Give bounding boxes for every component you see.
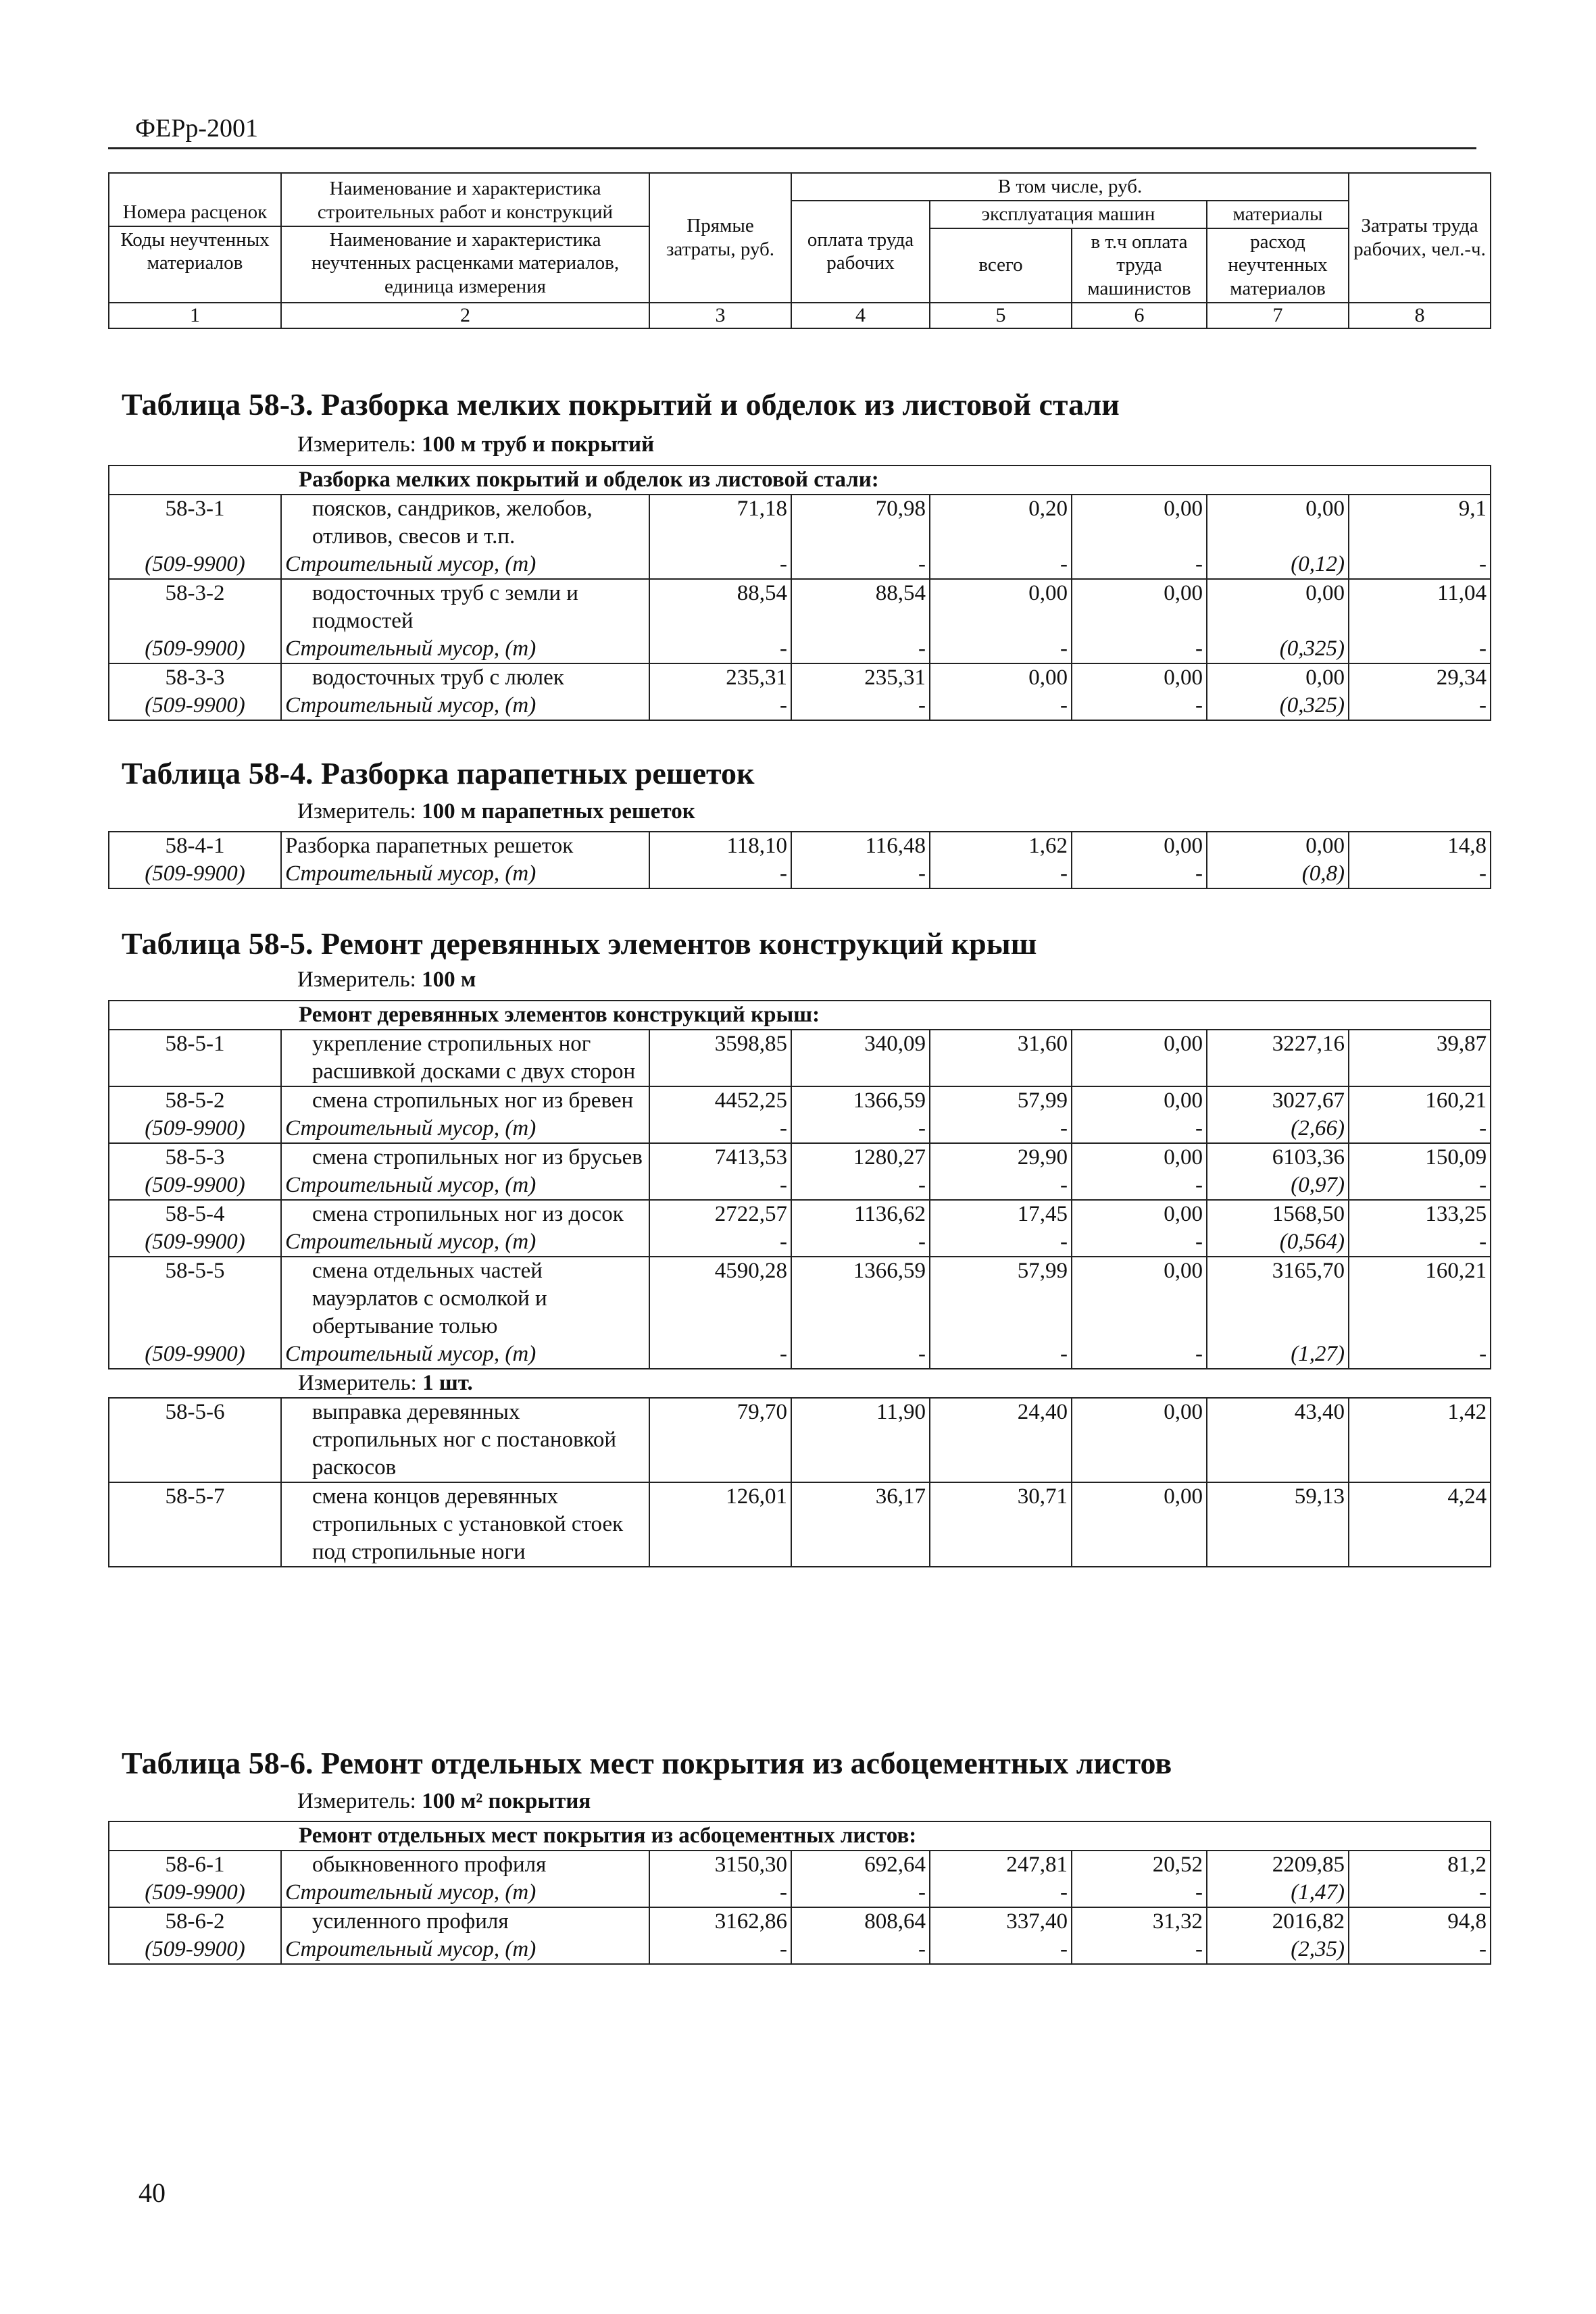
wages: 1136,62 xyxy=(791,1200,930,1228)
table-row xyxy=(109,579,1491,635)
direct-cost: 235,31 xyxy=(649,663,791,692)
material-code: (509-9900) xyxy=(109,1936,281,1964)
document-code: ФЕРр-2001 xyxy=(135,114,259,143)
material-name: Строительный мусор, (т) xyxy=(281,1228,649,1257)
materials: 2209,85 xyxy=(1207,1851,1349,1879)
table-58-6-title: Таблица 58-6. Ремонт отдельных мест покрытия из асбоцементных листов xyxy=(122,1746,1172,1780)
empty-value: - xyxy=(1349,1228,1491,1257)
rate-code: 58-5-3 xyxy=(109,1143,281,1172)
work-name: поясков, сандриков, желобов, отливов, свесов и т.п. xyxy=(281,495,649,551)
material-quantity: (0,325) xyxy=(1207,635,1349,663)
empty-value: - xyxy=(1349,1936,1491,1964)
material-quantity: (2,35) xyxy=(1207,1936,1349,1964)
meter-label: Измеритель: xyxy=(297,967,416,992)
table-row xyxy=(109,1907,1491,1936)
direct-cost: 118,10 xyxy=(649,832,791,860)
machines-total: 1,62 xyxy=(930,832,1072,860)
material-code: (509-9900) xyxy=(109,1115,281,1143)
col-labor-header: Затраты труда рабочих, чел.-ч. xyxy=(1349,173,1491,303)
empty-value: - xyxy=(930,551,1072,579)
table-row xyxy=(109,1398,1491,1482)
material-quantity: (0,12) xyxy=(1207,551,1349,579)
machines-total: 247,81 xyxy=(930,1851,1072,1879)
table-58-6 xyxy=(108,1821,1491,1965)
empty-value: - xyxy=(791,1936,930,1964)
table-58-5-title: Таблица 58-5. Ремонт деревянных элементов конструкций крыш xyxy=(122,926,1037,961)
material-quantity: (2,66) xyxy=(1207,1115,1349,1143)
empty-value: - xyxy=(649,860,791,888)
col-index: 8 xyxy=(1349,303,1491,328)
sub-meter xyxy=(109,1369,1491,1398)
empty-value: - xyxy=(791,692,930,720)
waste-row xyxy=(109,1115,1491,1143)
wages: 340,09 xyxy=(791,1030,930,1086)
direct-cost: 79,70 xyxy=(649,1398,791,1482)
material-name: Строительный мусор, (т) xyxy=(281,860,649,888)
empty-value: - xyxy=(930,1172,1072,1200)
page-number: 40 xyxy=(139,2178,166,2208)
work-name: усиленного профиля xyxy=(281,1907,649,1936)
wages: 1280,27 xyxy=(791,1143,930,1172)
material-name: Строительный мусор, (т) xyxy=(281,1340,649,1369)
labor-cost: 94,8 xyxy=(1349,1907,1491,1936)
empty-value: - xyxy=(930,1340,1072,1369)
empty-value: - xyxy=(1072,1936,1207,1964)
labor-cost: 39,87 xyxy=(1349,1030,1491,1086)
materials: 43,40 xyxy=(1207,1398,1349,1482)
machines-total: 17,45 xyxy=(930,1200,1072,1228)
materials: 6103,36 xyxy=(1207,1143,1349,1172)
waste-row xyxy=(109,1340,1491,1369)
material-quantity: (0,564) xyxy=(1207,1228,1349,1257)
empty-value: - xyxy=(1072,635,1207,663)
machinist-wages: 0,00 xyxy=(1072,663,1207,692)
material-name: Строительный мусор, (т) xyxy=(281,1879,649,1907)
material-quantity: (0,325) xyxy=(1207,692,1349,720)
materials: 0,00 xyxy=(1207,495,1349,551)
work-name: смена стропильных ног из бревен xyxy=(281,1086,649,1115)
table-row xyxy=(109,663,1491,692)
empty-value: - xyxy=(1072,1228,1207,1257)
empty-value: - xyxy=(1349,1340,1491,1369)
col-codes-label: Коды неучтенных материалов xyxy=(109,226,280,277)
empty-value: - xyxy=(930,635,1072,663)
direct-cost: 3598,85 xyxy=(649,1030,791,1086)
work-name: Разборка парапетных решеток xyxy=(281,832,649,860)
col-index: 3 xyxy=(649,303,791,328)
empty-value: - xyxy=(1349,551,1491,579)
labor-cost: 133,25 xyxy=(1349,1200,1491,1228)
material-name: Строительный мусор, (т) xyxy=(281,635,649,663)
machines-total: 31,60 xyxy=(930,1030,1072,1086)
rate-code: 58-3-3 xyxy=(109,663,281,692)
waste-row xyxy=(109,1172,1491,1200)
col-number-header xyxy=(109,173,281,303)
material-code: (509-9900) xyxy=(109,1228,281,1257)
machines-total: 29,90 xyxy=(930,1143,1072,1172)
empty-value: - xyxy=(649,1936,791,1964)
col-index: 5 xyxy=(930,303,1072,328)
empty-value: - xyxy=(1349,692,1491,720)
table-58-4 xyxy=(108,831,1491,889)
direct-cost: 3150,30 xyxy=(649,1851,791,1879)
materials: 0,00 xyxy=(1207,663,1349,692)
machines-total: 0,20 xyxy=(930,495,1072,551)
waste-row xyxy=(109,635,1491,663)
machinist-wages: 0,00 xyxy=(1072,1030,1207,1086)
empty-value: - xyxy=(791,1340,930,1369)
machines-total: 57,99 xyxy=(930,1257,1072,1340)
meter-value: 100 м xyxy=(422,967,476,992)
material-code: (509-9900) xyxy=(109,1340,281,1369)
col-index: 4 xyxy=(791,303,930,328)
empty-value: - xyxy=(930,1879,1072,1907)
col-name-header xyxy=(281,173,649,303)
labor-cost: 29,34 xyxy=(1349,663,1491,692)
direct-cost: 126,01 xyxy=(649,1482,791,1567)
meter-value: 100 м парапетных решеток xyxy=(422,799,695,824)
machinist-wages: 0,00 xyxy=(1072,579,1207,635)
machines-total: 30,71 xyxy=(930,1482,1072,1567)
machines-total: 0,00 xyxy=(930,579,1072,635)
table-58-3 xyxy=(108,465,1491,721)
work-name: обыкновенного профиля xyxy=(281,1851,649,1879)
group-header-row xyxy=(109,1821,1491,1851)
direct-cost: 4590,28 xyxy=(649,1257,791,1340)
work-name: смена концов деревянных стропильных с установкой стоек под стропильные ноги xyxy=(281,1482,649,1567)
work-name: смена отдельных частей мауэрлатов с осмолкой и обертывание толью xyxy=(281,1257,649,1340)
empty-value: - xyxy=(649,1879,791,1907)
empty-value: - xyxy=(1072,1879,1207,1907)
empty-value: - xyxy=(1349,860,1491,888)
empty-value: - xyxy=(1072,1340,1207,1369)
empty-value: - xyxy=(649,551,791,579)
col-direct-header: Прямые затраты, руб. xyxy=(649,173,791,303)
machinist-wages: 0,00 xyxy=(1072,1143,1207,1172)
direct-cost: 71,18 xyxy=(649,495,791,551)
empty-value: - xyxy=(1349,1172,1491,1200)
waste-row xyxy=(109,692,1491,720)
labor-cost: 81,2 xyxy=(1349,1851,1491,1879)
col-materials-header: материалы xyxy=(1207,201,1349,228)
rate-code: 58-3-2 xyxy=(109,579,281,635)
group-header: Ремонт деревянных элементов конструкций крыш: xyxy=(109,1001,1491,1030)
rate-code: 58-3-1 xyxy=(109,495,281,551)
materials: 3227,16 xyxy=(1207,1030,1349,1086)
material-code: (509-9900) xyxy=(109,635,281,663)
table-58-5 xyxy=(108,1000,1491,1567)
header-rule xyxy=(108,147,1476,149)
empty-value: - xyxy=(649,1115,791,1143)
machinist-wages: 20,52 xyxy=(1072,1851,1207,1879)
empty-value: - xyxy=(1349,635,1491,663)
table-58-5-meter xyxy=(297,967,476,992)
waste-row xyxy=(109,1228,1491,1257)
group-header: Ремонт отдельных мест покрытия из асбоцементных листов: xyxy=(109,1821,1491,1851)
rate-code: 58-5-7 xyxy=(109,1482,281,1567)
materials: 59,13 xyxy=(1207,1482,1349,1567)
wages: 88,54 xyxy=(791,579,930,635)
empty-value: - xyxy=(930,860,1072,888)
col-wages-header: оплата труда рабочих xyxy=(791,201,930,303)
empty-value: - xyxy=(930,1115,1072,1143)
material-quantity: (1,47) xyxy=(1207,1879,1349,1907)
empty-value: - xyxy=(1072,551,1207,579)
empty-value: - xyxy=(791,635,930,663)
col-name-materials-label: Наименование и характеристика неучтенных расценками материалов, единица измерения xyxy=(282,226,649,300)
table-row xyxy=(109,1257,1491,1340)
meter-label: Измеритель: xyxy=(297,1789,416,1813)
material-quantity: (1,27) xyxy=(1207,1340,1349,1369)
empty-value: - xyxy=(1072,1172,1207,1200)
work-name: водосточных труб с люлек xyxy=(281,663,649,692)
materials: 3165,70 xyxy=(1207,1257,1349,1340)
machinist-wages: 0,00 xyxy=(1072,495,1207,551)
empty-value: - xyxy=(1072,860,1207,888)
machinist-wages: 0,00 xyxy=(1072,1398,1207,1482)
machines-total: 0,00 xyxy=(930,663,1072,692)
work-name: смена стропильных ног из досок xyxy=(281,1200,649,1228)
group-header-row xyxy=(109,466,1491,495)
material-quantity: (0,97) xyxy=(1207,1172,1349,1200)
material-name: Строительный мусор, (т) xyxy=(281,1936,649,1964)
empty-value: - xyxy=(1349,1879,1491,1907)
material-name: Строительный мусор, (т) xyxy=(281,1115,649,1143)
sub-meter-row xyxy=(109,1369,1491,1398)
direct-cost: 2722,57 xyxy=(649,1200,791,1228)
direct-cost: 88,54 xyxy=(649,579,791,635)
labor-cost: 11,04 xyxy=(1349,579,1491,635)
waste-row xyxy=(109,1879,1491,1907)
table-row xyxy=(109,1851,1491,1879)
work-name: укрепление стропильных ног расшивкой досками с двух сторон xyxy=(281,1030,649,1086)
col-number-label: Номера расценок xyxy=(122,201,268,223)
work-name: водосточных труб с земли и подмостей xyxy=(281,579,649,635)
meter-value: 100 м² покрытия xyxy=(422,1789,591,1813)
empty-value: - xyxy=(930,1228,1072,1257)
rate-code: 58-5-2 xyxy=(109,1086,281,1115)
wages: 235,31 xyxy=(791,663,930,692)
labor-cost: 150,09 xyxy=(1349,1143,1491,1172)
col-incl-header: В том числе, руб. xyxy=(791,173,1349,201)
meter-label: Измеритель: xyxy=(297,432,416,457)
rate-code: 58-5-1 xyxy=(109,1030,281,1086)
machines-total: 24,40 xyxy=(930,1398,1072,1482)
table-row xyxy=(109,1143,1491,1172)
empty-value: - xyxy=(930,692,1072,720)
col-name-label: Наименование и характеристика строительных работ и конструкций xyxy=(317,178,614,223)
table-row xyxy=(109,1200,1491,1228)
empty-value: - xyxy=(930,1936,1072,1964)
col-machines-header: эксплуатация машин xyxy=(930,201,1207,228)
labor-cost: 160,21 xyxy=(1349,1086,1491,1115)
empty-value: - xyxy=(649,1228,791,1257)
empty-value: - xyxy=(649,692,791,720)
group-header-row xyxy=(109,1001,1491,1030)
material-code: (509-9900) xyxy=(109,1879,281,1907)
meter-label: Измеритель: xyxy=(297,799,416,824)
meter-label: Измеритель: xyxy=(298,1371,417,1395)
empty-value: - xyxy=(791,1879,930,1907)
labor-cost: 14,8 xyxy=(1349,832,1491,860)
col-incl-wages-header: в т.ч оплата труда машинистов xyxy=(1072,228,1207,303)
material-name: Строительный мусор, (т) xyxy=(281,692,649,720)
waste-row xyxy=(109,1936,1491,1964)
wages: 116,48 xyxy=(791,832,930,860)
wages: 692,64 xyxy=(791,1851,930,1879)
table-58-4-meter xyxy=(297,799,695,824)
wages: 808,64 xyxy=(791,1907,930,1936)
direct-cost: 7413,53 xyxy=(649,1143,791,1172)
rate-code: 58-6-2 xyxy=(109,1907,281,1936)
machinist-wages: 0,00 xyxy=(1072,1482,1207,1567)
material-code: (509-9900) xyxy=(109,860,281,888)
col-index: 7 xyxy=(1207,303,1349,328)
empty-value: - xyxy=(649,1340,791,1369)
machinist-wages: 31,32 xyxy=(1072,1907,1207,1936)
table-58-6-meter xyxy=(297,1789,591,1814)
empty-value: - xyxy=(1349,1115,1491,1143)
empty-value: - xyxy=(649,1172,791,1200)
col-index: 6 xyxy=(1072,303,1207,328)
labor-cost: 9,1 xyxy=(1349,495,1491,551)
table-58-3-meter xyxy=(297,432,654,457)
material-name: Строительный мусор, (т) xyxy=(281,1172,649,1200)
work-name: смена стропильных ног из брусьев xyxy=(281,1143,649,1172)
materials: 2016,82 xyxy=(1207,1907,1349,1936)
materials: 3027,67 xyxy=(1207,1086,1349,1115)
col-total-header: всего xyxy=(930,228,1072,303)
material-quantity: (0,8) xyxy=(1207,860,1349,888)
empty-value: - xyxy=(791,1172,930,1200)
table-row xyxy=(109,832,1491,860)
group-header: Разборка мелких покрытий и обделок из листовой стали: xyxy=(109,466,1491,495)
machinist-wages: 0,00 xyxy=(1072,832,1207,860)
wages: 1366,59 xyxy=(791,1086,930,1115)
empty-value: - xyxy=(1072,692,1207,720)
labor-cost: 160,21 xyxy=(1349,1257,1491,1340)
materials: 1568,50 xyxy=(1207,1200,1349,1228)
material-name: Строительный мусор, (т) xyxy=(281,551,649,579)
wages: 36,17 xyxy=(791,1482,930,1567)
table-row xyxy=(109,1030,1491,1086)
machines-total: 57,99 xyxy=(930,1086,1072,1115)
meter-value: 100 м труб и покрытий xyxy=(422,432,655,457)
table-58-4-title: Таблица 58-4. Разборка парапетных решеток xyxy=(122,756,755,790)
table-58-3-title: Таблица 58-3. Разборка мелких покрытий и обделок из листовой стали xyxy=(122,387,1120,422)
empty-value: - xyxy=(1072,1115,1207,1143)
machines-total: 337,40 xyxy=(930,1907,1072,1936)
material-code: (509-9900) xyxy=(109,551,281,579)
rate-code: 58-5-6 xyxy=(109,1398,281,1482)
wages: 1366,59 xyxy=(791,1257,930,1340)
col-index: 2 xyxy=(281,303,649,328)
meter-value: 1 шт. xyxy=(422,1371,473,1395)
labor-cost: 4,24 xyxy=(1349,1482,1491,1567)
machinist-wages: 0,00 xyxy=(1072,1200,1207,1228)
rate-code: 58-5-5 xyxy=(109,1257,281,1340)
rate-code: 58-5-4 xyxy=(109,1200,281,1228)
empty-value: - xyxy=(791,1115,930,1143)
waste-row xyxy=(109,860,1491,888)
empty-value: - xyxy=(791,860,930,888)
labor-cost: 1,42 xyxy=(1349,1398,1491,1482)
material-code: (509-9900) xyxy=(109,692,281,720)
rate-code: 58-4-1 xyxy=(109,832,281,860)
wages: 70,98 xyxy=(791,495,930,551)
col-index: 1 xyxy=(109,303,281,328)
direct-cost: 4452,25 xyxy=(649,1086,791,1115)
material-code: (509-9900) xyxy=(109,1172,281,1200)
machinist-wages: 0,00 xyxy=(1072,1257,1207,1340)
materials: 0,00 xyxy=(1207,579,1349,635)
waste-row xyxy=(109,551,1491,579)
wages: 11,90 xyxy=(791,1398,930,1482)
machinist-wages: 0,00 xyxy=(1072,1086,1207,1115)
direct-cost: 3162,86 xyxy=(649,1907,791,1936)
rate-code: 58-6-1 xyxy=(109,1851,281,1879)
empty-value: - xyxy=(791,551,930,579)
materials: 0,00 xyxy=(1207,832,1349,860)
table-row xyxy=(109,1482,1491,1567)
empty-value: - xyxy=(791,1228,930,1257)
table-row xyxy=(109,495,1491,551)
work-name: выправка деревянных стропильных ног с постановкой раскосов xyxy=(281,1398,649,1482)
col-material-use-header: расход неучтенных материалов xyxy=(1207,228,1349,303)
column-header-table xyxy=(108,172,1491,329)
empty-value: - xyxy=(649,635,791,663)
table-row xyxy=(109,1086,1491,1115)
